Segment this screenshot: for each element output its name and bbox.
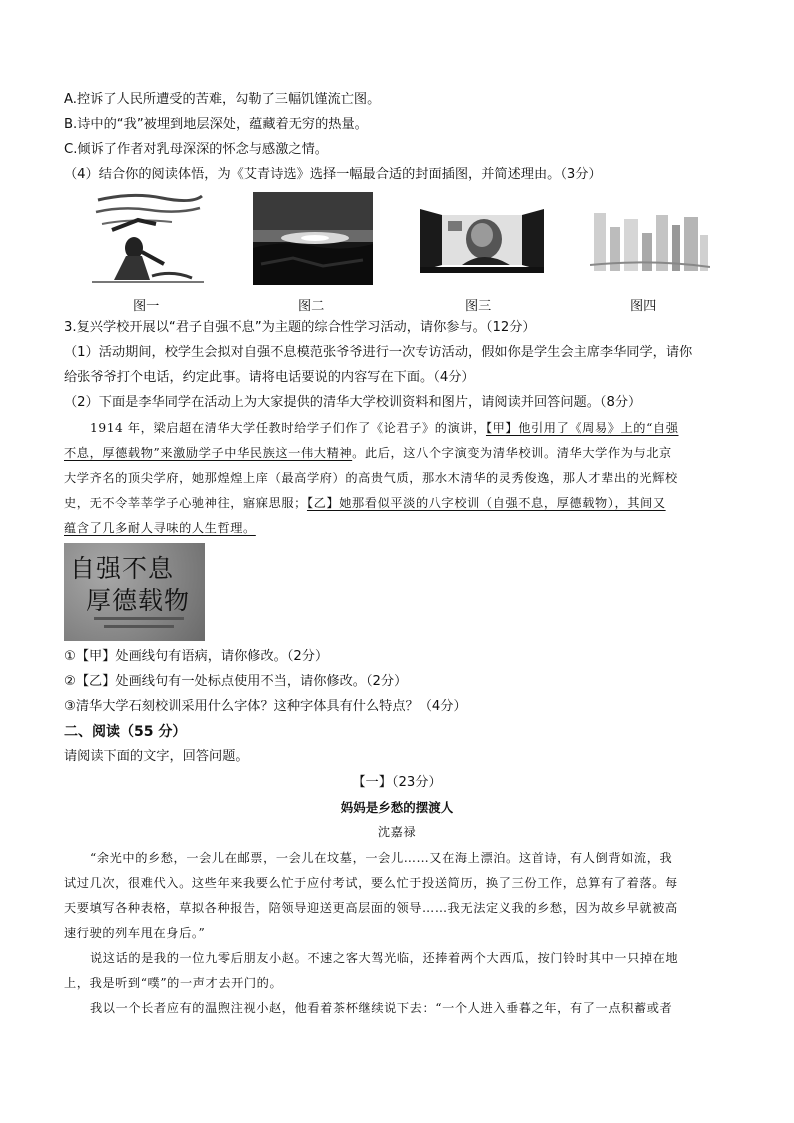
stone-text-top: 自强不息: [70, 554, 175, 583]
article-para-1-l3: 天要填写各种表格，草拟各种报告，陪领导迎送更高层面的领导……我无法定义我的乡愁，因为故乡早就被高: [64, 901, 678, 915]
figure-1-caption: 图一: [133, 299, 160, 314]
article-para-2-l2: 上，我是听到“噗”的一声才去开门的。: [64, 976, 283, 990]
question-3-title: 3.复兴学校开展以“君子自强不息”为主题的综合性学习活动，请你参与。（12分）: [64, 320, 536, 335]
question-3-part-1-cont: 给张爷爷打个电话，约定此事。请将电话要说的内容写在下面。（4分）: [64, 370, 475, 385]
figure-4-caption: 图四: [630, 299, 657, 314]
figure-4-illustration: [590, 205, 710, 275]
sub-question-2: ②【乙】处画线句有一处标点使用不当，请你修改。（2分）: [64, 674, 408, 689]
article-para-2: 说这话的是我的一位九零后朋友小赵。不速之客大驾光临，还捧着两个大西瓜，按门铃时其中一只掉在地: [90, 951, 679, 965]
article-title: 妈妈是乡愁的摆渡人: [340, 800, 454, 815]
choice-a: A.控诉了人民所遭受的苦难，勾勒了三幅饥馑流亡图。: [64, 92, 381, 107]
underlined-yi-cont: 蕴含了几多耐人寻味的人生哲理。: [64, 521, 256, 535]
article-para-1: “余光中的乡愁，一会儿在邮票，一会儿在坟墓，一会儿……又在海上漂泊。这首诗，有人倒背如流，我: [90, 851, 673, 865]
passage-line-2-text: 。此后，这八个字演变为清华校训。清华大学作为与北京: [352, 446, 672, 460]
figure-1-illustration: [92, 190, 204, 288]
question-3-part-2: （2）下面是李华同学在活动上为大家提供的清华大学校训资料和图片，请阅读并回答问题。（8分）: [64, 395, 642, 410]
passage-line-3: 大学齐名的顶尖学府，她那煌煌上庠（最高学府）的高贵气质，那水木清华的灵秀俊逸，那人才辈出的光辉校: [64, 471, 678, 485]
question-4: （4）结合你的阅读体悟，为《艾青诗选》选择一幅最合适的封面插图，并简述理由。（3分）: [64, 167, 602, 182]
section-2-instruction: 请阅读下面的文字，回答问题。: [64, 749, 249, 764]
section-2-heading: 二、阅读（55 分）: [64, 724, 187, 740]
passage-line-1: [90, 418, 679, 438]
sub-question-1: ①【甲】处画线句有语病，请你修改。（2分）: [64, 649, 329, 664]
choice-b: B.诗中的“我”被埋到地层深处，蕴藏着无穷的热量。: [64, 117, 368, 132]
stone-inscription-photo: [64, 543, 205, 641]
stone-text-bottom: 厚德载物: [86, 586, 191, 615]
figure-3-caption: 图三: [465, 299, 492, 314]
figure-2-caption: 图二: [298, 299, 325, 314]
figure-2-illustration: [253, 192, 373, 285]
passage-line-4: [64, 493, 666, 513]
article-para-1-l4: 速行驶的列车甩在身后。”: [64, 926, 206, 940]
article-para-3: 我以一个长者应有的温煦注视小赵，他看着茶杯继续说下去：“一个人进入垂暮之年，有了一点积蓄或者: [90, 1001, 673, 1015]
article-para-1-l2: 试过几次，很难代入。这些年来我要么忙于应付考试，要么忙于投送简历，换了三份工作，总算有了着落。每: [64, 876, 678, 890]
figure-3-illustration: [418, 205, 546, 273]
part-1-label: 【一】（23分）: [352, 775, 442, 790]
underlined-jia: 【甲】他引用了《周易》上的“自强: [485, 421, 679, 435]
passage-line-1-text: 1914 年，梁启超在清华大学任教时给学子们作了《论君子》的演讲，: [90, 421, 486, 435]
article-author: 沈嘉禄: [377, 825, 417, 839]
question-3-part-1: （1）活动期间，校学生会拟对自强不息模范张爷爷进行一次专访活动，假如你是学生会主席李华同学，请你: [64, 345, 693, 360]
choice-c: C.倾诉了作者对乳母深深的怀念与感激之情。: [64, 142, 328, 157]
passage-line-4-text: 史，无不令莘莘学子心驰神往，寤寐思服；: [64, 496, 307, 510]
passage-line-2: [64, 443, 672, 463]
sub-question-3: ③清华大学石刻校训采用什么字体？这种字体具有什么特点？（4分）: [64, 699, 467, 714]
underlined-jia-cont: 不息，厚德载物”来激励学子中华民族这一伟大精神: [64, 446, 353, 460]
underlined-yi: 【乙】她那看似平淡的八字校训（自强不息，厚德载物），其间又: [306, 496, 666, 510]
